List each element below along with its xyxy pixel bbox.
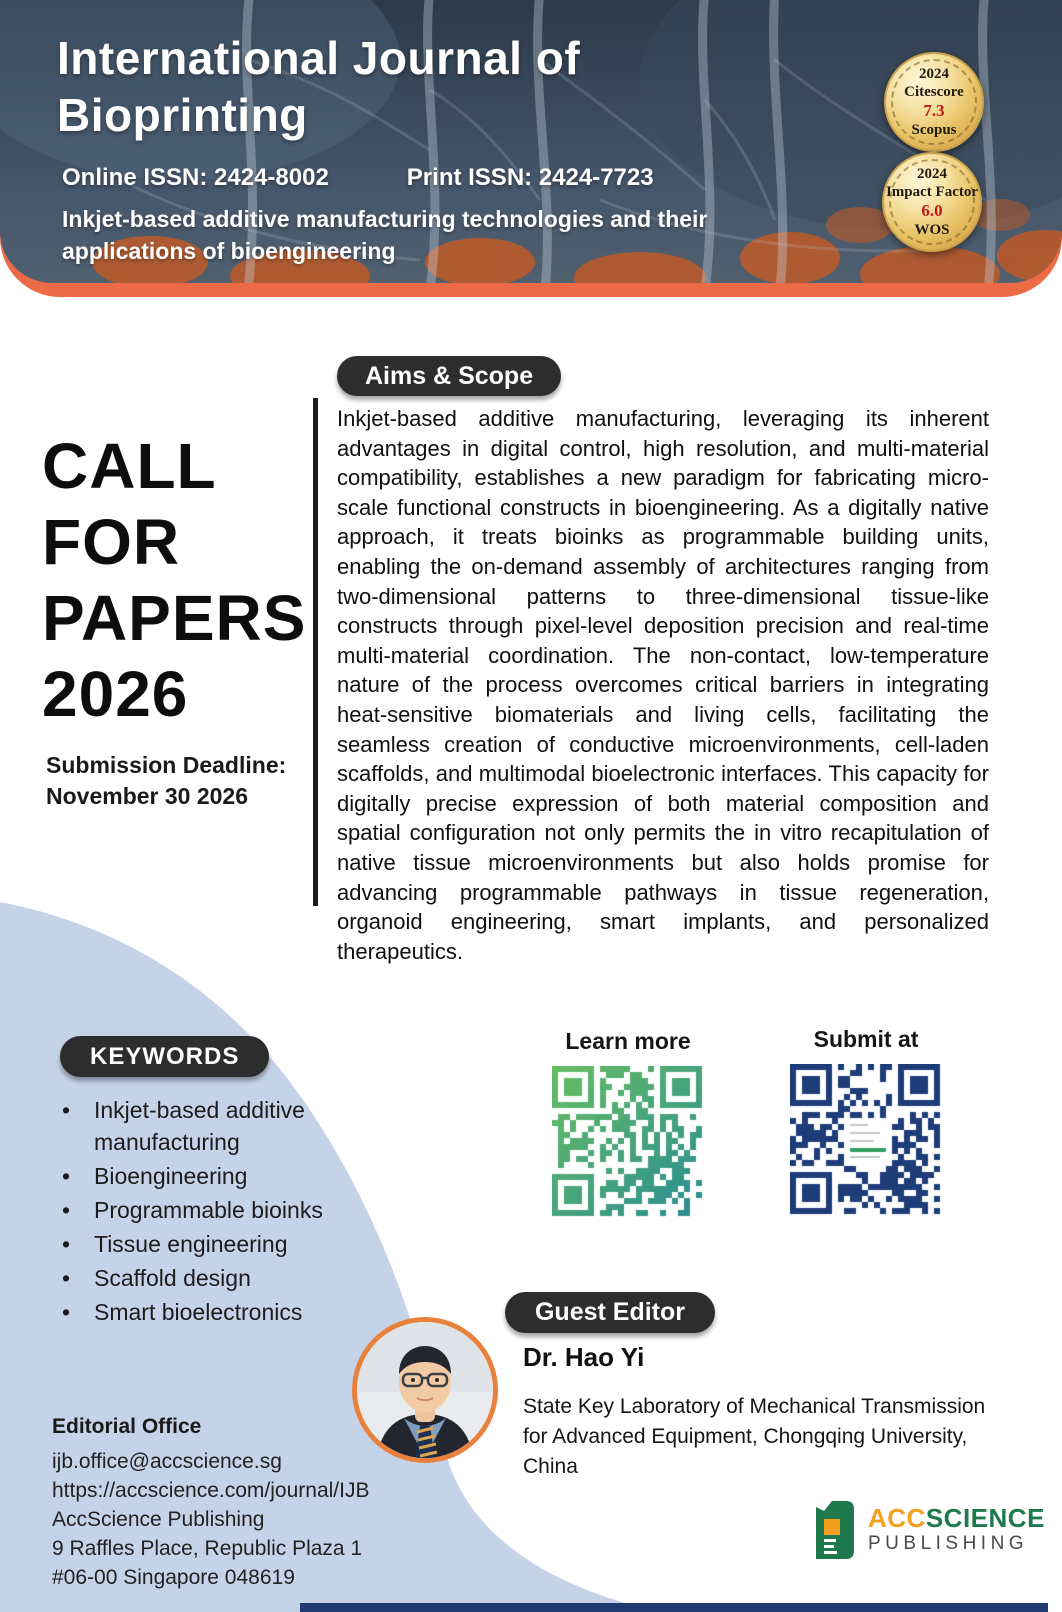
keywords-heading: KEYWORDS — [60, 1036, 269, 1077]
keyword-item — [62, 1228, 342, 1260]
keyword-text: Scaffold design — [94, 1265, 251, 1291]
submit-at-label: Submit at — [813, 1026, 919, 1052]
guest-editor-affiliation: State Key Laboratory of Mechanical Transmission for Advanced Equipment, Chongqing University, China — [523, 1395, 986, 1478]
keyword-text: Inkjet-based additive manufacturing — [94, 1097, 305, 1155]
online-issn: Online ISSN: 2424-8002 — [62, 164, 329, 191]
issue-tagline: Inkjet-based additive manufacturing technologies and their applications of bioengineering — [62, 206, 708, 264]
accscience-book-icon — [812, 1497, 858, 1563]
bullet-icon: • — [62, 1163, 71, 1189]
learn-more-qr-code[interactable] — [552, 1066, 704, 1218]
keyword-item — [62, 1160, 342, 1192]
portrait-illustration — [357, 1322, 493, 1458]
office-website-link[interactable]: https://accscience.com/journal/IJB — [52, 1479, 370, 1502]
guest-editor-photo — [352, 1317, 498, 1463]
keyword-item — [62, 1262, 342, 1294]
bullet-icon: • — [62, 1097, 71, 1123]
call-for-papers-title: CALL FOR PAPERS 2026 — [42, 430, 307, 730]
office-address-line1: 9 Raffles Place, Republic Plaza 1 — [52, 1537, 363, 1560]
bullet-icon: • — [62, 1265, 71, 1291]
publisher-name-science: SCIENCE — [925, 1503, 1045, 1533]
office-email-link[interactable]: ijb.office@accscience.sg — [52, 1450, 282, 1473]
keyword-text: Programmable bioinks — [94, 1197, 323, 1223]
aims-scope-text: Inkjet-based additive manufacturing, leveraging its inherent advantages in digital control, high resolution, and multi-material compatibility, establishes a new paradigm for fabricating micro-scale functional constructs in bioengineering. As a digitally native approach, it treats bioinks as programmable building units, enabling the on-demand assembly of architectures ranging from two-dimensional patterns to three-dimensional tissue-like constructs through pixel-level deposition precision and real-time multi-material coordination. The non-contact, low-temperature nature of the process overcomes critical barriers in integrating heat-sensitive biomaterials and living cells, facilitating the seamless creation of conductive microenvironments, cell-laden scaffolds, and multimodal bioelectronic interfaces. This capacity for digitally precise expression of both material composition and spatial configuration not only permits the in vitro recapitulation of native tissue microenvironments but also holds promise for advancing programmable pathways in tissue regeneration, organoid engineering, smart implants, and personalized therapeutics. — [337, 406, 989, 964]
submission-deadline: Submission Deadline: November 30 2026 — [46, 752, 287, 809]
aims-scope-heading: Aims & Scope — [337, 356, 561, 396]
publisher-logo — [812, 1497, 1045, 1563]
learn-more-label: Learn more — [565, 1028, 691, 1054]
publisher-name-acc: ACC — [868, 1503, 926, 1533]
editorial-office-heading: Editorial Office — [52, 1415, 202, 1438]
keyword-item — [62, 1194, 342, 1226]
bullet-icon: • — [62, 1197, 71, 1223]
bullet-icon: • — [62, 1231, 71, 1257]
keywords-list — [62, 1094, 342, 1330]
vertical-divider — [313, 398, 318, 906]
submit-qr-code[interactable] — [790, 1064, 942, 1216]
keyword-text: Smart bioelectronics — [94, 1299, 303, 1325]
office-publisher-line: AccScience Publishing — [52, 1508, 265, 1531]
office-address-line2: #06-00 Singapore 048619 — [52, 1566, 295, 1589]
keyword-item — [62, 1296, 342, 1328]
citescore-badge: 2024 Citescore 7.3 Scopus — [884, 52, 984, 152]
impact-factor-badge: 2024 Impact Factor 6.0 WOS — [882, 152, 982, 252]
publisher-name-publishing: PUBLISHING — [868, 1533, 1029, 1554]
keyword-text: Tissue engineering — [94, 1231, 288, 1257]
guest-editor-heading: Guest Editor — [505, 1292, 715, 1333]
print-issn: Print ISSN: 2424-7723 — [406, 164, 654, 191]
journal-title: International Journal of Bioprinting — [57, 32, 581, 141]
footer-bar — [300, 1603, 1048, 1612]
guest-editor-name: Dr. Hao Yi — [523, 1342, 645, 1372]
publisher-wordmark — [868, 1504, 1045, 1556]
keyword-text: Bioengineering — [94, 1163, 248, 1189]
issn-row — [62, 164, 654, 192]
editorial-office-lines — [52, 1447, 369, 1592]
bullet-icon: • — [62, 1299, 71, 1325]
keyword-item — [62, 1094, 342, 1158]
